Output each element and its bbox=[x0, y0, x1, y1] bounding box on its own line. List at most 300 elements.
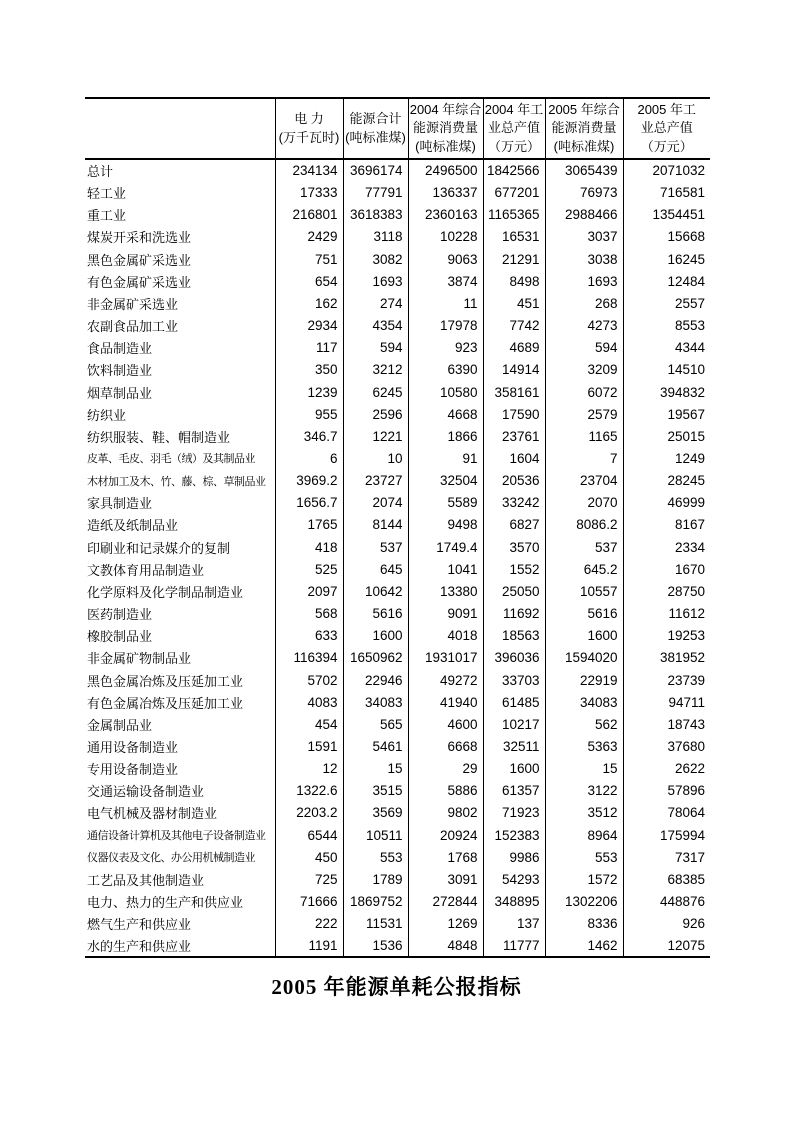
cell-value: 1572 bbox=[545, 868, 623, 890]
cell-value: 274 bbox=[343, 292, 408, 314]
cell-value: 725 bbox=[275, 868, 343, 890]
cell-value: 13380 bbox=[408, 580, 483, 602]
cell-value: 22946 bbox=[343, 669, 408, 691]
cell-value: 222 bbox=[275, 913, 343, 935]
cell-value: 137 bbox=[483, 913, 545, 935]
cell-value: 12075 bbox=[623, 935, 710, 957]
cell-value: 7742 bbox=[483, 314, 545, 336]
cell-value: 6 bbox=[275, 447, 343, 469]
cell-value: 3037 bbox=[545, 226, 623, 248]
column-header-line: 能源消费量 bbox=[412, 120, 478, 136]
row-label: 通信设备计算机及其他电子设备制造业 bbox=[87, 830, 266, 843]
cell-value: 562 bbox=[545, 713, 623, 735]
cell-value: 1552 bbox=[483, 558, 545, 580]
cell-value: 3512 bbox=[545, 802, 623, 824]
row-label: 非金属矿采选业 bbox=[87, 296, 179, 312]
cell-value: 78064 bbox=[623, 802, 710, 824]
column-header-line: 电 力 bbox=[294, 111, 324, 127]
cell-value: 1768 bbox=[408, 846, 483, 868]
cell-value: 17333 bbox=[275, 182, 343, 204]
cell-value: 1842566 bbox=[483, 159, 545, 181]
cell-value: 49272 bbox=[408, 669, 483, 691]
cell-value: 23761 bbox=[483, 425, 545, 447]
cell-value: 396036 bbox=[483, 647, 545, 669]
cell-value: 18563 bbox=[483, 625, 545, 647]
cell-value: 1670 bbox=[623, 558, 710, 580]
table-row bbox=[85, 425, 710, 447]
cell-value: 5886 bbox=[408, 780, 483, 802]
table-row bbox=[85, 226, 710, 248]
cell-value: 6072 bbox=[545, 381, 623, 403]
cell-value: 2070 bbox=[545, 492, 623, 514]
cell-value: 116394 bbox=[275, 647, 343, 669]
cell-value: 46999 bbox=[623, 492, 710, 514]
cell-value: 1269 bbox=[408, 913, 483, 935]
table-row bbox=[85, 292, 710, 314]
table-row bbox=[85, 824, 710, 846]
cell-value: 18743 bbox=[623, 713, 710, 735]
cell-value: 633 bbox=[275, 625, 343, 647]
cell-value: 654 bbox=[275, 270, 343, 292]
row-label: 医药制造业 bbox=[87, 607, 153, 623]
cell-value: 12484 bbox=[623, 270, 710, 292]
cell-value: 22919 bbox=[545, 669, 623, 691]
cell-value: 15 bbox=[545, 758, 623, 780]
table-row bbox=[85, 713, 710, 735]
row-label: 非金属矿物制品业 bbox=[87, 651, 192, 667]
cell-value: 9091 bbox=[408, 602, 483, 624]
cell-value: 76973 bbox=[545, 182, 623, 204]
cell-value: 9063 bbox=[408, 248, 483, 270]
cell-value: 11692 bbox=[483, 602, 545, 624]
cell-value: 23727 bbox=[343, 470, 408, 492]
cell-value: 4668 bbox=[408, 403, 483, 425]
cell-value: 6544 bbox=[275, 824, 343, 846]
cell-value: 10 bbox=[343, 447, 408, 469]
cell-value: 553 bbox=[343, 846, 408, 868]
cell-value: 10642 bbox=[343, 580, 408, 602]
cell-value: 3874 bbox=[408, 270, 483, 292]
cell-value: 1041 bbox=[408, 558, 483, 580]
row-label: 专用设备制造业 bbox=[87, 762, 179, 778]
cell-value: 5589 bbox=[408, 492, 483, 514]
cell-value: 272844 bbox=[408, 891, 483, 913]
table-row bbox=[85, 381, 710, 403]
cell-value: 525 bbox=[275, 558, 343, 580]
cell-value: 926 bbox=[623, 913, 710, 935]
cell-value: 1650962 bbox=[343, 647, 408, 669]
cell-value: 175994 bbox=[623, 824, 710, 846]
cell-value: 2429 bbox=[275, 226, 343, 248]
row-label: 黑色金属冶炼及压延加工业 bbox=[87, 673, 244, 689]
column-header-line: 业总产值 bbox=[640, 120, 693, 136]
cell-value: 61357 bbox=[483, 780, 545, 802]
row-label: 水的生产和供应业 bbox=[87, 938, 192, 954]
cell-value: 10580 bbox=[408, 381, 483, 403]
cell-value: 11 bbox=[408, 292, 483, 314]
cell-value: 33242 bbox=[483, 492, 545, 514]
cell-value: 645 bbox=[343, 558, 408, 580]
cell-value: 1221 bbox=[343, 425, 408, 447]
cell-value: 10228 bbox=[408, 226, 483, 248]
row-label: 饮料制造业 bbox=[87, 363, 153, 379]
cell-value: 2622 bbox=[623, 758, 710, 780]
cell-value: 17978 bbox=[408, 314, 483, 336]
cell-value: 41940 bbox=[408, 691, 483, 713]
column-header-energy-2004 bbox=[408, 98, 483, 159]
cell-value: 1536 bbox=[343, 935, 408, 957]
cell-value: 4273 bbox=[545, 314, 623, 336]
cell-value: 1591 bbox=[275, 735, 343, 757]
cell-value: 71666 bbox=[275, 891, 343, 913]
row-label: 文教体育用品制造业 bbox=[87, 562, 205, 578]
cell-value: 553 bbox=[545, 846, 623, 868]
cell-value: 4848 bbox=[408, 935, 483, 957]
cell-value: 54293 bbox=[483, 868, 545, 890]
cell-value: 348895 bbox=[483, 891, 545, 913]
table-row bbox=[85, 359, 710, 381]
cell-value: 268 bbox=[545, 292, 623, 314]
row-label: 重工业 bbox=[87, 208, 127, 224]
cell-value: 10557 bbox=[545, 580, 623, 602]
table-row bbox=[85, 248, 710, 270]
cell-value: 3212 bbox=[343, 359, 408, 381]
cell-value: 1604 bbox=[483, 447, 545, 469]
cell-value: 3696174 bbox=[343, 159, 408, 181]
table-row bbox=[85, 580, 710, 602]
cell-value: 94711 bbox=[623, 691, 710, 713]
cell-value: 1600 bbox=[545, 625, 623, 647]
cell-value: 6668 bbox=[408, 735, 483, 757]
column-header-line: (万千瓦时) bbox=[278, 129, 340, 145]
table-row bbox=[85, 403, 710, 425]
cell-value: 152383 bbox=[483, 824, 545, 846]
table-row bbox=[85, 780, 710, 802]
table-row bbox=[85, 602, 710, 624]
cell-value: 5363 bbox=[545, 735, 623, 757]
cell-value: 1594020 bbox=[545, 647, 623, 669]
cell-value: 216801 bbox=[275, 204, 343, 226]
column-header-line: (吨标准煤) bbox=[415, 138, 476, 154]
cell-value: 6390 bbox=[408, 359, 483, 381]
cell-value: 358161 bbox=[483, 381, 545, 403]
cell-value: 1656.7 bbox=[275, 492, 343, 514]
cell-value: 9986 bbox=[483, 846, 545, 868]
row-label: 纺织业 bbox=[87, 407, 127, 423]
cell-value: 3515 bbox=[343, 780, 408, 802]
table-row bbox=[85, 182, 710, 204]
cell-value: 11531 bbox=[343, 913, 408, 935]
cell-value: 1354451 bbox=[623, 204, 710, 226]
cell-value: 716581 bbox=[623, 182, 710, 204]
table-row bbox=[85, 891, 710, 913]
table-row bbox=[85, 691, 710, 713]
column-header-output-2005 bbox=[623, 98, 710, 159]
column-header-line: 2005 年工 bbox=[637, 102, 697, 117]
cell-value: 4689 bbox=[483, 337, 545, 359]
cell-value: 4600 bbox=[408, 713, 483, 735]
cell-value: 10511 bbox=[343, 824, 408, 846]
cell-value: 6827 bbox=[483, 514, 545, 536]
table-row bbox=[85, 536, 710, 558]
cell-value: 10217 bbox=[483, 713, 545, 735]
cell-value: 162 bbox=[275, 292, 343, 314]
cell-value: 3122 bbox=[545, 780, 623, 802]
cell-value: 8964 bbox=[545, 824, 623, 846]
cell-value: 3065439 bbox=[545, 159, 623, 181]
cell-value: 17590 bbox=[483, 403, 545, 425]
cell-value: 16245 bbox=[623, 248, 710, 270]
table-row bbox=[85, 625, 710, 647]
cell-value: 2988466 bbox=[545, 204, 623, 226]
table-row bbox=[85, 159, 710, 181]
cell-value: 2334 bbox=[623, 536, 710, 558]
cell-value: 28750 bbox=[623, 580, 710, 602]
column-header-line: 业总产值 bbox=[487, 120, 540, 136]
cell-value: 4344 bbox=[623, 337, 710, 359]
cell-value: 3091 bbox=[408, 868, 483, 890]
cell-value: 8144 bbox=[343, 514, 408, 536]
cell-value: 57896 bbox=[623, 780, 710, 802]
cell-value: 1765 bbox=[275, 514, 343, 536]
cell-value: 12 bbox=[275, 758, 343, 780]
table-row bbox=[85, 514, 710, 536]
row-label: 交通运输设备制造业 bbox=[87, 784, 205, 800]
cell-value: 3209 bbox=[545, 359, 623, 381]
cell-value: 4018 bbox=[408, 625, 483, 647]
table-row bbox=[85, 735, 710, 757]
column-header-output-2004 bbox=[483, 98, 545, 159]
cell-value: 1462 bbox=[545, 935, 623, 957]
column-header-line: (吨标准煤) bbox=[553, 138, 615, 154]
row-label: 食品制造业 bbox=[87, 341, 153, 357]
cell-value: 381952 bbox=[623, 647, 710, 669]
column-header-line: 能源消费量 bbox=[551, 120, 617, 136]
cell-value: 8498 bbox=[483, 270, 545, 292]
energy-table bbox=[85, 97, 710, 958]
cell-value: 1866 bbox=[408, 425, 483, 447]
cell-value: 2579 bbox=[545, 403, 623, 425]
cell-value: 28245 bbox=[623, 470, 710, 492]
cell-value: 1165 bbox=[545, 425, 623, 447]
column-header-line: 2005 年综合 bbox=[548, 102, 620, 117]
cell-value: 3618383 bbox=[343, 204, 408, 226]
cell-value: 448876 bbox=[623, 891, 710, 913]
row-label: 总计 bbox=[87, 164, 114, 180]
row-label: 化学原料及化学制品制造业 bbox=[87, 584, 244, 600]
cell-value: 2557 bbox=[623, 292, 710, 314]
cell-value: 4083 bbox=[275, 691, 343, 713]
cell-value: 2203.2 bbox=[275, 802, 343, 824]
cell-value: 2097 bbox=[275, 580, 343, 602]
cell-value: 1239 bbox=[275, 381, 343, 403]
cell-value: 91 bbox=[408, 447, 483, 469]
cell-value: 7 bbox=[545, 447, 623, 469]
cell-value: 418 bbox=[275, 536, 343, 558]
cell-value: 3969.2 bbox=[275, 470, 343, 492]
cell-value: 136337 bbox=[408, 182, 483, 204]
table-row bbox=[85, 558, 710, 580]
row-label: 仪器仪表及文化、办公用机械制造业 bbox=[87, 852, 255, 865]
cell-value: 1931017 bbox=[408, 647, 483, 669]
table-row bbox=[85, 492, 710, 514]
row-label: 有色金属矿采选业 bbox=[87, 274, 192, 290]
cell-value: 5616 bbox=[343, 602, 408, 624]
cell-value: 61485 bbox=[483, 691, 545, 713]
cell-value: 3569 bbox=[343, 802, 408, 824]
cell-value: 15 bbox=[343, 758, 408, 780]
header-row bbox=[85, 98, 710, 159]
cell-value: 955 bbox=[275, 403, 343, 425]
column-header-electricity bbox=[275, 98, 343, 159]
cell-value: 1693 bbox=[343, 270, 408, 292]
row-label: 黑色金属矿采选业 bbox=[87, 252, 192, 268]
cell-value: 23739 bbox=[623, 669, 710, 691]
cell-value: 77791 bbox=[343, 182, 408, 204]
cell-value: 645.2 bbox=[545, 558, 623, 580]
row-label: 农副食品加工业 bbox=[87, 319, 179, 335]
column-header-line: 2004 年综合 bbox=[409, 102, 482, 117]
cell-value: 68385 bbox=[623, 868, 710, 890]
table-row bbox=[85, 669, 710, 691]
column-header-line: （万元） bbox=[640, 138, 693, 154]
cell-value: 11777 bbox=[483, 935, 545, 957]
row-label: 电气机械及器材制造业 bbox=[87, 806, 218, 822]
column-header-line: 2004 年工 bbox=[484, 102, 544, 117]
cell-value: 21291 bbox=[483, 248, 545, 270]
cell-value: 923 bbox=[408, 337, 483, 359]
row-label: 有色金属冶炼及压延加工业 bbox=[87, 695, 244, 711]
row-label: 木材加工及木、竹、藤、棕、草制品业 bbox=[87, 475, 266, 488]
cell-value: 454 bbox=[275, 713, 343, 735]
cell-value: 8167 bbox=[623, 514, 710, 536]
cell-value: 1869752 bbox=[343, 891, 408, 913]
cell-value: 394832 bbox=[623, 381, 710, 403]
row-label: 橡胶制品业 bbox=[87, 629, 153, 645]
cell-value: 451 bbox=[483, 292, 545, 314]
row-label: 电力、热力的生产和供应业 bbox=[87, 895, 244, 911]
cell-value: 565 bbox=[343, 713, 408, 735]
cell-value: 450 bbox=[275, 846, 343, 868]
cell-value: 32504 bbox=[408, 470, 483, 492]
cell-value: 677201 bbox=[483, 182, 545, 204]
table-row bbox=[85, 314, 710, 336]
cell-value: 25050 bbox=[483, 580, 545, 602]
cell-value: 16531 bbox=[483, 226, 545, 248]
cell-value: 537 bbox=[545, 536, 623, 558]
cell-value: 19253 bbox=[623, 625, 710, 647]
cell-value: 3570 bbox=[483, 536, 545, 558]
cell-value: 9498 bbox=[408, 514, 483, 536]
cell-value: 34083 bbox=[545, 691, 623, 713]
table-row bbox=[85, 913, 710, 935]
cell-value: 350 bbox=[275, 359, 343, 381]
cell-value: 1789 bbox=[343, 868, 408, 890]
cell-value: 1191 bbox=[275, 935, 343, 957]
table-row bbox=[85, 802, 710, 824]
cell-value: 9802 bbox=[408, 802, 483, 824]
cell-value: 19567 bbox=[623, 403, 710, 425]
cell-value: 5616 bbox=[545, 602, 623, 624]
cell-value: 8553 bbox=[623, 314, 710, 336]
cell-value: 4354 bbox=[343, 314, 408, 336]
cell-value: 1249 bbox=[623, 447, 710, 469]
column-header-industry bbox=[85, 98, 275, 159]
column-header-energy-2005 bbox=[545, 98, 623, 159]
row-label: 造纸及纸制品业 bbox=[87, 518, 179, 534]
cell-value: 1165365 bbox=[483, 204, 545, 226]
column-header-energy-total bbox=[343, 98, 408, 159]
cell-value: 1600 bbox=[343, 625, 408, 647]
cell-value: 3118 bbox=[343, 226, 408, 248]
cell-value: 751 bbox=[275, 248, 343, 270]
cell-value: 2074 bbox=[343, 492, 408, 514]
cell-value: 2360163 bbox=[408, 204, 483, 226]
cell-value: 14510 bbox=[623, 359, 710, 381]
table-row bbox=[85, 647, 710, 669]
cell-value: 1600 bbox=[483, 758, 545, 780]
cell-value: 1693 bbox=[545, 270, 623, 292]
table-row bbox=[85, 935, 710, 957]
row-label: 通用设备制造业 bbox=[87, 740, 179, 755]
table-row bbox=[85, 204, 710, 226]
cell-value: 3082 bbox=[343, 248, 408, 270]
cell-value: 14914 bbox=[483, 359, 545, 381]
row-label: 燃气生产和供应业 bbox=[87, 917, 192, 933]
table-row bbox=[85, 868, 710, 890]
cell-value: 2071032 bbox=[623, 159, 710, 181]
cell-value: 1749.4 bbox=[408, 536, 483, 558]
cell-value: 8086.2 bbox=[545, 514, 623, 536]
table-header bbox=[85, 98, 710, 159]
cell-value: 1302206 bbox=[545, 891, 623, 913]
row-label: 皮革、毛皮、羽毛（绒）及其制品业 bbox=[87, 453, 255, 466]
cell-value: 20924 bbox=[408, 824, 483, 846]
cell-value: 117 bbox=[275, 337, 343, 359]
cell-value: 594 bbox=[545, 337, 623, 359]
row-label: 纺织服装、鞋、帽制造业 bbox=[87, 429, 231, 445]
row-label: 轻工业 bbox=[87, 186, 127, 202]
cell-value: 346.7 bbox=[275, 425, 343, 447]
cell-value: 5702 bbox=[275, 669, 343, 691]
table-row bbox=[85, 270, 710, 292]
row-label: 印刷业和记录媒介的复制 bbox=[87, 540, 231, 556]
cell-value: 8336 bbox=[545, 913, 623, 935]
cell-value: 37680 bbox=[623, 735, 710, 757]
cell-value: 15668 bbox=[623, 226, 710, 248]
cell-value: 3038 bbox=[545, 248, 623, 270]
cell-value: 25015 bbox=[623, 425, 710, 447]
cell-value: 11612 bbox=[623, 602, 710, 624]
cell-value: 2934 bbox=[275, 314, 343, 336]
table-row bbox=[85, 337, 710, 359]
cell-value: 537 bbox=[343, 536, 408, 558]
cell-value: 2496500 bbox=[408, 159, 483, 181]
column-header-line: (吨标准煤) bbox=[345, 129, 406, 145]
row-label: 烟草制品业 bbox=[87, 385, 153, 401]
report-title: 2005 年能源单耗公报指标 bbox=[271, 975, 522, 999]
cell-value: 568 bbox=[275, 602, 343, 624]
table-body bbox=[85, 159, 710, 957]
cell-value: 234134 bbox=[275, 159, 343, 181]
cell-value: 23704 bbox=[545, 470, 623, 492]
cell-value: 7317 bbox=[623, 846, 710, 868]
cell-value: 34083 bbox=[343, 691, 408, 713]
cell-value: 2596 bbox=[343, 403, 408, 425]
cell-value: 20536 bbox=[483, 470, 545, 492]
cell-value: 6245 bbox=[343, 381, 408, 403]
table-row bbox=[85, 470, 710, 492]
